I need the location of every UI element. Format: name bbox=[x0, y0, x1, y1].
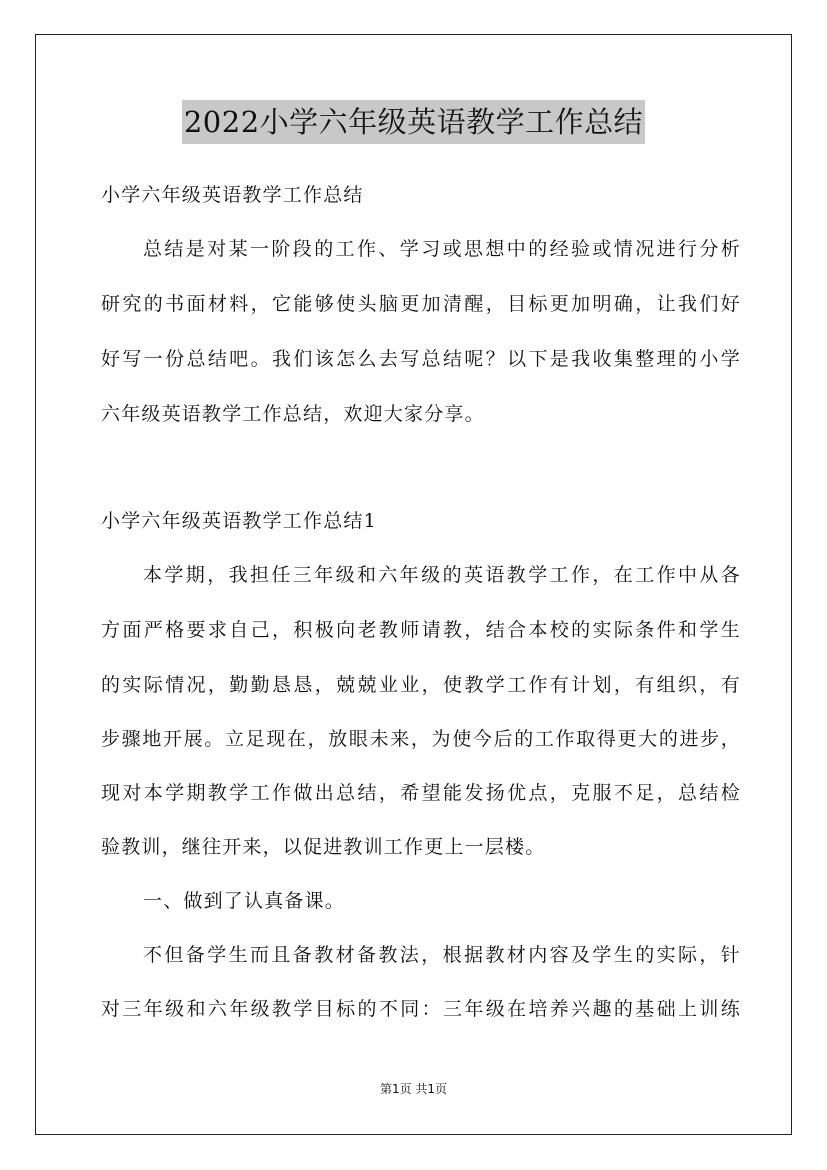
point-1-line-1: 不但备学生而且备教材备教法，根据教材内容及学生的实际，针 bbox=[143, 944, 741, 966]
intro-line-3: 好写一份总结吧。我们该怎么去写总结呢？以下是我收集整理的小学 bbox=[101, 348, 741, 370]
intro-line-2: 研究的书面材料，它能够使头脑更加清醒，目标更加明确，让我们好 bbox=[101, 293, 741, 315]
section-1-line-2: 方面严格要求自己，积极向老教师请教，结合本校的实际条件和学生 bbox=[101, 619, 741, 641]
point-1-line-2: 对三年级和六年级教学目标的不同：三年级在培养兴趣的基础上训练 bbox=[101, 998, 741, 1020]
section-1-heading: 小学六年级英语教学工作总结1 bbox=[101, 510, 377, 532]
section-1-line-1: 本学期，我担任三年级和六年级的英语教学工作，在工作中从各 bbox=[143, 564, 741, 586]
section-1-line-4: 步骤地开展。立足现在，放眼未来，为使今后的工作取得更大的进步， bbox=[101, 728, 741, 750]
intro-line-4: 六年级英语教学工作总结，欢迎大家分享。 bbox=[101, 403, 485, 425]
intro-line-1: 总结是对某一阶段的工作、学习或思想中的经验或情况进行分析 bbox=[143, 238, 741, 260]
page-footer: 第1页 共1页 bbox=[379, 1082, 448, 1096]
section-1-line-6: 验教训，继往开来，以促进教训工作更上一层楼。 bbox=[101, 836, 546, 858]
document-title-container bbox=[0, 100, 827, 144]
document-subtitle: 小学六年级英语教学工作总结 bbox=[101, 184, 364, 206]
document-title: 2022小学六年级英语教学工作总结 bbox=[182, 100, 645, 144]
section-1-line-5: 现对本学期教学工作做出总结，希望能发扬优点，克服不足，总结检 bbox=[101, 782, 741, 804]
section-1-line-3: 的实际情况，勤勤恳恳，兢兢业业，使教学工作有计划，有组织，有 bbox=[101, 674, 741, 696]
point-1-heading: 一、做到了认真备课。 bbox=[143, 890, 346, 912]
